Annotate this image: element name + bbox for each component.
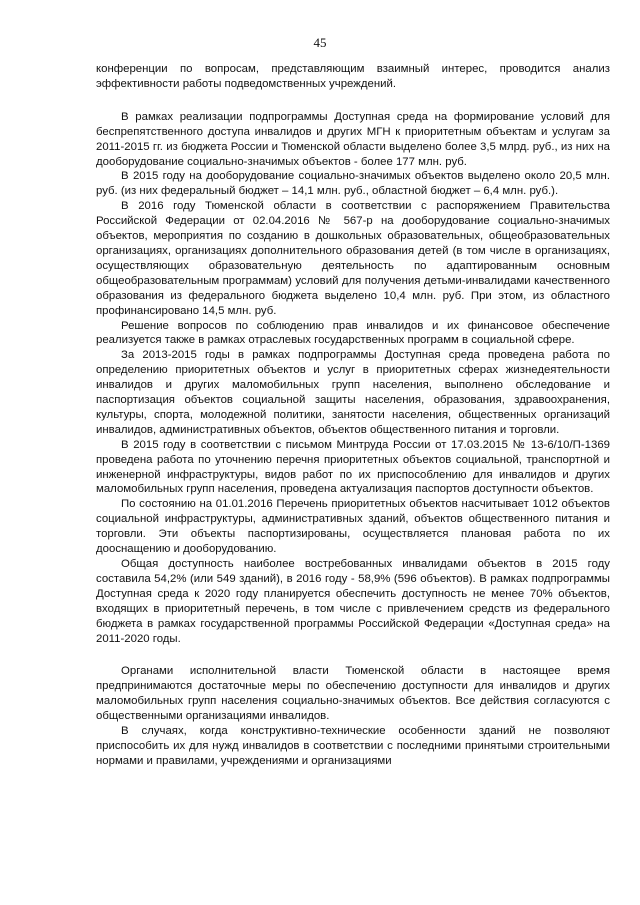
paragraph-overall-accessibility: Общая доступность наиболее востребованных инвалидами объектов в 2015 году составила 54,2% (или 549 зданий), в 2016 году - 58,9% (596 объектов). В рамках подпрограммы Доступная среда к 2020 году планируется обеспечить доступность не менее 70% объектов, входящих в приоритетный перечень, в том числе с привлечением средств из федерального бюджета в рамках государственной программы Российской Федерации «Доступная среда» на 2011-2020 годы. bbox=[96, 558, 610, 645]
document-body bbox=[96, 62, 610, 769]
paragraph-executive-measures: Органами исполнительной власти Тюменской области в настоящее время предпринимаются достаточные меры по обеспечению доступности для инвалидов и других маломобильных групп населения социально-значимых объектов. Все действия согласуются с общественными организациями инвалидов. bbox=[96, 665, 610, 723]
paragraph-2013-2015-work: За 2013-2015 годы в рамках подпрограммы Доступная среда проведена работа по определению приоритетных объектов и услуг в приоритетных сферах жизнедеятельности инвалидов и других маломобильных групп населения, выполнено обследование и паспортизация объектов социальной защиты населения, образования, здравоохранения, культуры, спорта, молодежной политики, занятости населения, общественных организаций инвалидов, административных объектов, объектов общественного питания и торговли. bbox=[96, 349, 610, 436]
paragraph-constructive-features: В случаях, когда конструктивно-технические особенности зданий не позволяют приспособить их для нужд инвалидов в соответствии с последними принятыми строительными нормами и правилами, учреждениями и организациями bbox=[96, 725, 610, 767]
paragraph-priority-objects-list: По состоянию на 01.01.2016 Перечень приоритетных объектов насчитывает 1012 объектов социальной инфраструктуры, административных зданий, объектов общественного питания и торговли. Эти объекты паспортизированы, осуществляется плановая работа по их дооснащению и дооборудованию. bbox=[96, 498, 610, 556]
paragraph-2015-mintrud-letter: В 2015 году в соответствии с письмом Минтруда России от 17.03.2015 № 13-6/10/П-1369 проведена работа по уточнению перечня приоритетных объектов социальной, транспортной и инженерной инфраструктуры, видов работ по их приспособлению для инвалидов и других маломобильных групп населения, проведена актуализация паспортов доступности объектов. bbox=[96, 438, 610, 496]
page-number: 45 bbox=[313, 35, 327, 50]
paragraph-accessible-environment-funding: В рамках реализации подпрограммы Доступная среда на формирование условий для беспрепятственного доступа инвалидов и других МГН к приоритетным объектам и услугам за 2011-2015 гг. из бюджета России и Тюменской области выделено более 3,5 млрд. руб., из них на дооборудование социально-значимых объектов - более 177 млн. руб. bbox=[96, 110, 610, 168]
paragraph-continuation: конференции по вопросам, представляющим взаимный интерес, проводится анализ эффективности работы подведомственных учреждений. bbox=[96, 63, 610, 90]
paragraph-2016-funding: В 2016 году Тюменской области в соответствии с распоряжением Правительства Российской Федерации от 02.04.2016 № 567-р на дооборудование социально-значимых объектов, мероприятия по созданию в дошкольных образовательных, общеобразовательных организациях, организациях дополнительного образования детей (в том числе в организациях, осуществляющих образовательную деятельность по адаптированным основным общеобразовательным программам) условий для получения детьми-инвалидами качественного образования из федерального бюджета выделено 10,4 млн. руб. При этом, из областного профинансировано 14,5 млн. руб. bbox=[96, 200, 610, 317]
paragraph-state-programs: Решение вопросов по соблюдению прав инвалидов и их финансовое обеспечение реализуется также в рамках отраслевых государственных программ в социальной сфере. bbox=[96, 319, 610, 347]
paragraph-2015-funding: В 2015 году на дооборудование социально-значимых объектов выделено около 20,5 млн. руб. (из них федеральный бюджет – 14,1 млн. руб., областной бюджет – 6,4 млн. руб.). bbox=[96, 170, 610, 198]
